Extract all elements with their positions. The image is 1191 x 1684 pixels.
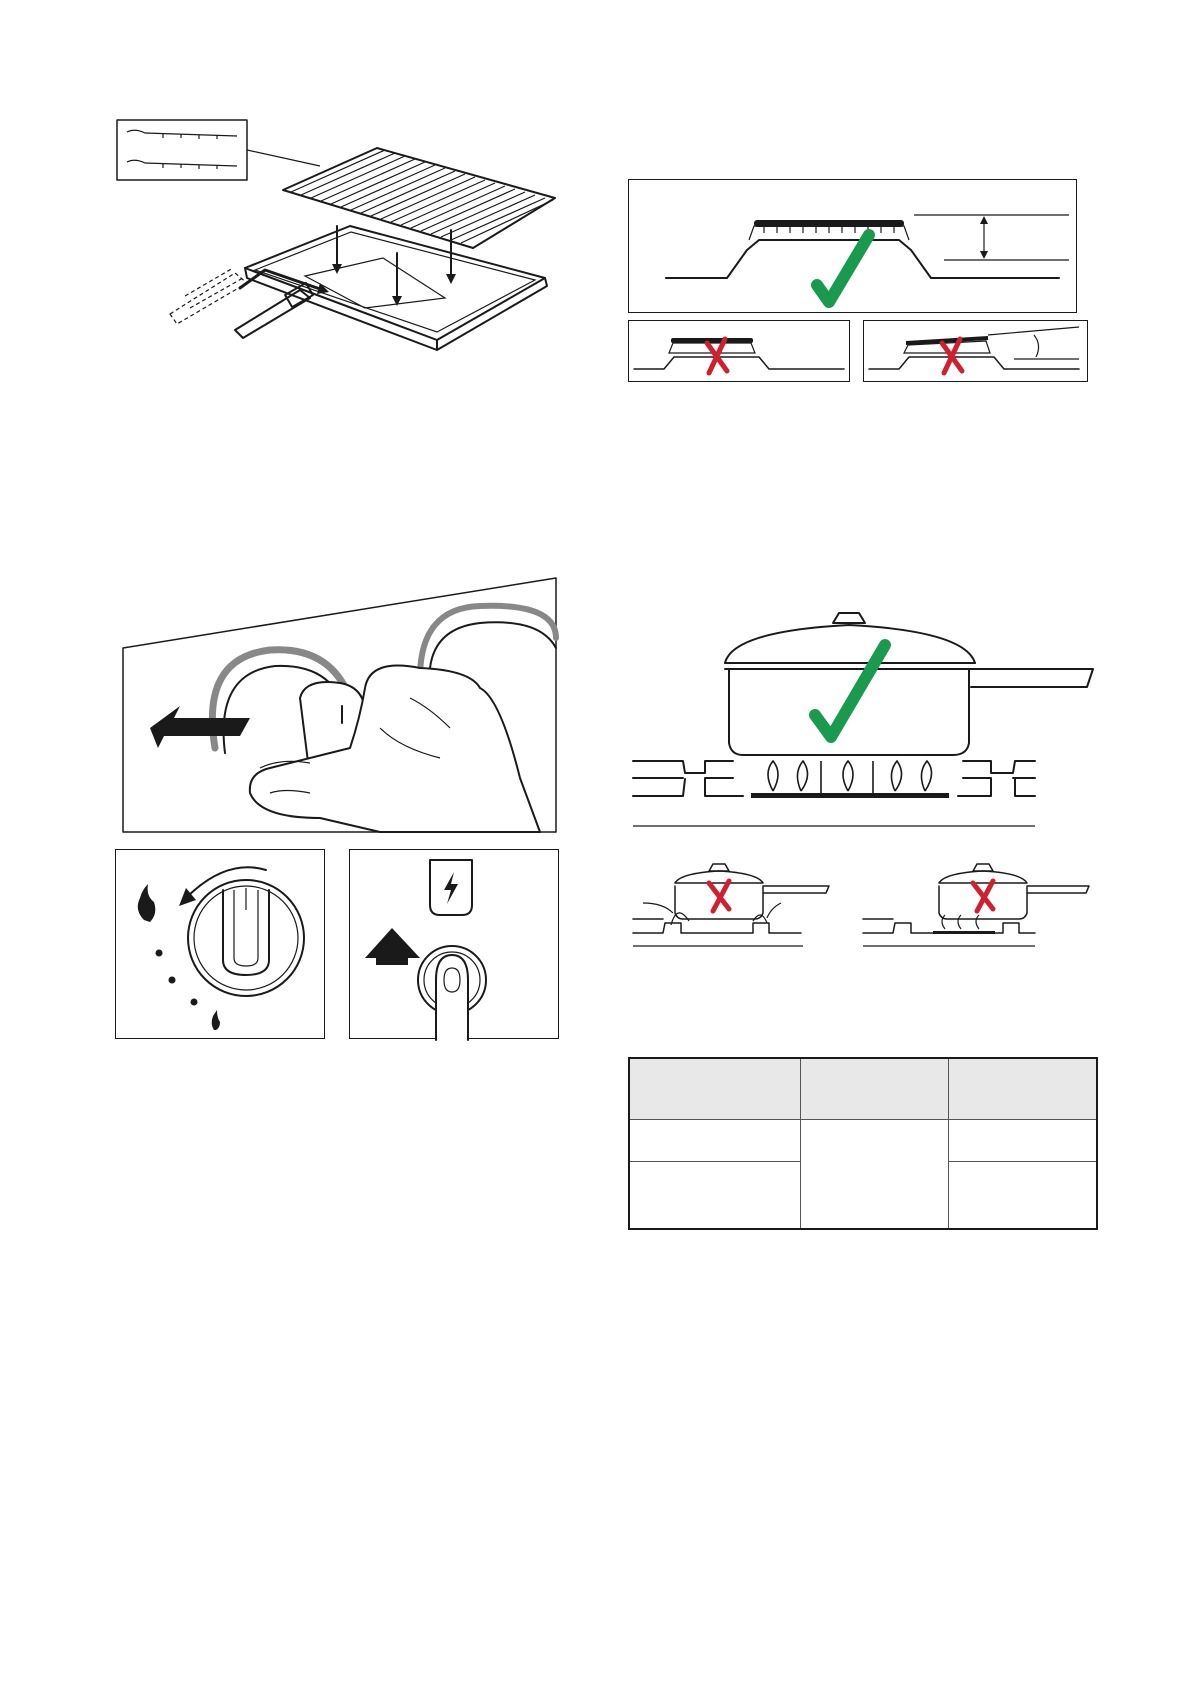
- table-header-cell: [948, 1058, 1097, 1120]
- knob-rotation-panel: [115, 849, 325, 1039]
- burner-wrong-panel-offset: [628, 320, 850, 382]
- check-icon: [815, 645, 885, 737]
- table-cell: [948, 1120, 1097, 1162]
- burner-correct-panel: [628, 179, 1077, 313]
- table-cell: [800, 1120, 948, 1230]
- cross-icon: [707, 339, 727, 373]
- small-flame-icon: [212, 1010, 220, 1030]
- table-row: [629, 1120, 1097, 1162]
- cross-icon: [709, 881, 729, 911]
- ignition-panel: [349, 849, 559, 1039]
- lightning-icon: [444, 872, 458, 904]
- check-icon: [817, 235, 869, 302]
- cross-icon: [973, 881, 993, 911]
- table-cell: [629, 1120, 800, 1162]
- flame-icon: [138, 884, 156, 922]
- knob-push-illustration: [120, 578, 556, 834]
- table-header-cell: [800, 1058, 948, 1120]
- grill-pan-illustration: [115, 118, 575, 383]
- pan-burner-illustration: [633, 603, 1093, 953]
- table-header-cell: [629, 1058, 800, 1120]
- table-cell: [629, 1162, 800, 1230]
- table-header-row: [629, 1058, 1097, 1120]
- table-cell: [948, 1162, 1097, 1230]
- specification-table: [628, 1057, 1098, 1230]
- cross-icon: [942, 339, 962, 373]
- burner-wrong-panel-tilted: [863, 320, 1088, 382]
